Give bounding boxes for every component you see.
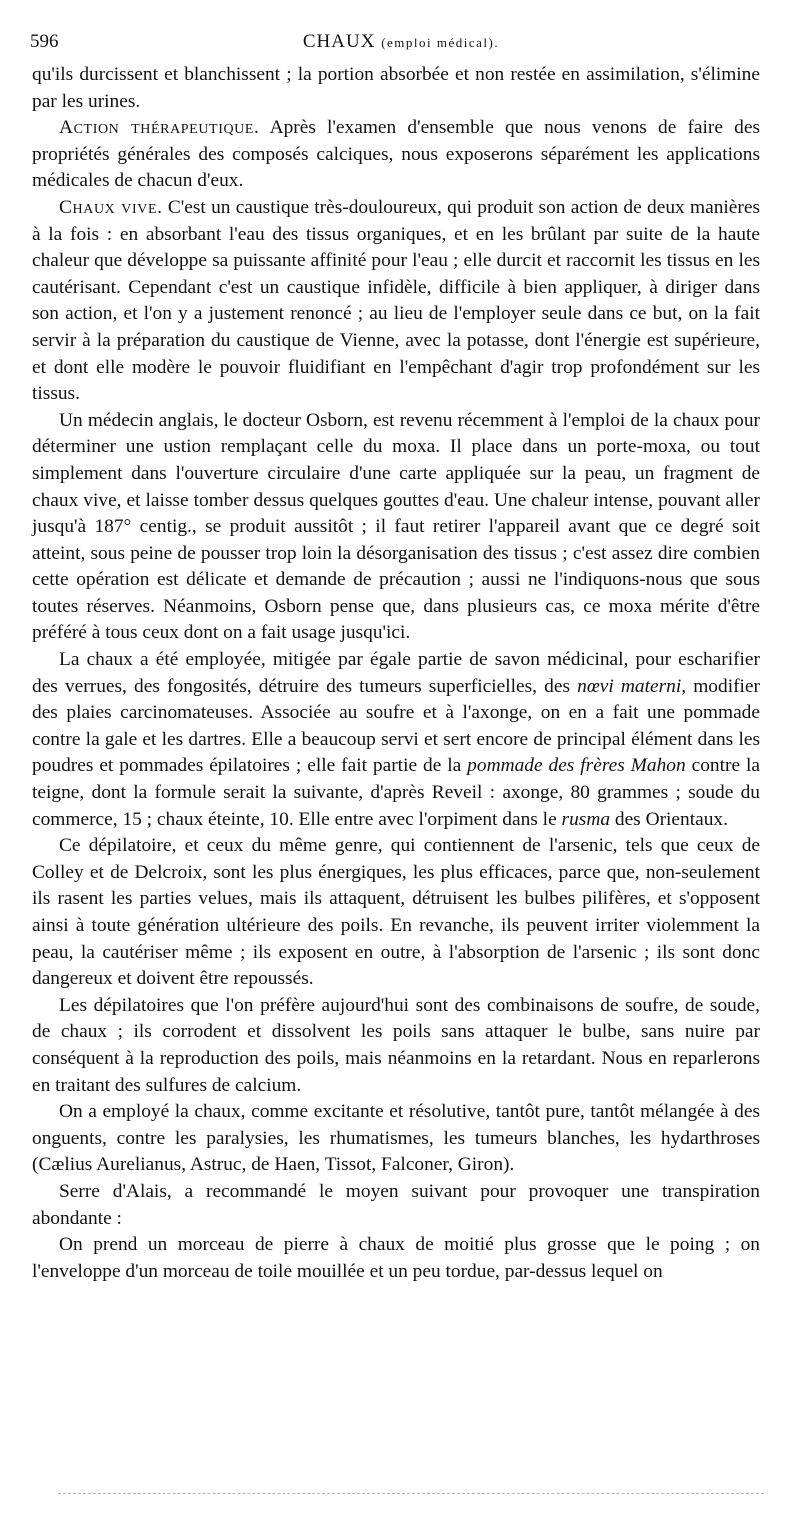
page-number: 596	[30, 31, 59, 52]
paragraph-therapeutic-action	[32, 115, 760, 195]
paragraph-quicklime	[32, 195, 760, 408]
paragraph-resolutive: On a employé la chaux, comme excitante et résolutive, tantôt pure, tantôt mélangée à des onguents, contre les paralysies, les rhumatismes, les tumeurs blanches, les hydarthroses (Cælius Aurelianus, Astruc, de Haen, Tissot, Falconer, Giron).	[32, 1101, 760, 1176]
page-title	[30, 26, 772, 59]
title-main: CHAUX	[302, 31, 376, 52]
paragraph-text: La chaux a été employée, mitigée par égale partie de savon médicinal, pour escharifier des verrues, des fongosités, détruire des tumeurs superficielles, des	[32, 649, 760, 697]
paragraph-osborn: Un médecin anglais, le docteur Osborn, est revenu récemment à l'emploi de la chaux pour déterminer une ustion remplaçant celle du moxa. Il place dans un porte-moxa, ou tout simplement dans l'ouverture circulaire d'une carte appliquée sur la peau, un fragment de chaux vive, et laisse tomber dessus quelques gouttes d'eau. Une chaleur intense, pouvant aller jusqu'à 187° centig., se produit aussitôt ; il faut retirer l'appareil avant que ce degré soit atteint, sous peine de pousser trop loin la désorganisation des tissus ; c'est assez dire combien cette opération est délicate et demande de précaution ; aussi ne l'indiquons-nous que sous toutes réserves. Néanmoins, Osborn pense que, dans plusieurs cas, ce moxa mérite d'être préféré à tous ceux dont on a fait usage jusqu'ici.	[32, 409, 760, 644]
section-heading-therapeutic-action: Action thérapeutique.	[59, 117, 260, 139]
paragraph-text: C'est un caustique très-douloureux, qui produit son action de deux manières à la fois : en absorbant l'eau des tissus organiques, et en les brûlant par suite de la haute chaleur que développe sa puissante affinité pour l'eau ; elle durcit et raccornit les tissus en les cautérisant. Cependant c'est un caustique infidèle, difficile à bien appliquer, à diriger dans son action, et l'on y a justement renoncé ; au lieu de l'employer seule dans ce but, on la fait servir à la préparation du caustique de Vienne, avec la potasse, dont l'énergie est supérieure, et dont elle modère le pouvoir fluidifiant en l'empêchant d'agir trop profondément sur les tissus.	[32, 196, 760, 405]
running-head	[30, 26, 772, 58]
paragraph-escharification	[32, 647, 760, 833]
italic-term: nœvi materni,	[577, 675, 687, 697]
paragraph-text: contre la teigne, dont la formule serait la suivante, d'après Reveil : axonge, 80 grammes ; soude du commerce, 15 ; chaux éteinte, 10. Elle entre avec l'orpiment dans le	[32, 755, 760, 830]
paragraph-serre-dalais: Serre d'Alais, a recommandé le moyen suivant pour provoquer une transpiration abondante :	[32, 1180, 760, 1229]
text-body	[32, 62, 760, 1285]
paragraph-text: des Orientaux.	[610, 808, 728, 830]
paragraph-depilatory-modern: Les dépilatoires que l'on préfère aujourd'hui sont des combinaisons de soufre, de soude, de chaux ; ils corrodent et dissolvent les poils sans attaquer le bulbe, sans nuire par conséquent à la reproduction des poils, mais néanmoins en la retardant. Nous en reparlerons en traitant des sulfures de calcium.	[32, 994, 760, 1096]
paragraph-continuation: qu'ils durcissent et blanchissent ; la portion absorbée et non restée en assimilation, s'élimine par les urines.	[32, 64, 760, 112]
paragraph-text: modifier des plaies carcinomateuses. Associée au soufre et à l'axonge, on en a fait une pommade contre la gale et les dartres. Elle a beaucoup servi et sert encore de principal élément dans les poudres et pommades épilatoires ; elle fait partie de la	[32, 675, 760, 777]
title-subtitle: (emploi médical).	[381, 35, 500, 50]
paragraph-procedure: On prend un morceau de pierre à chaux de moitié plus grosse que le poing ; on l'enveloppe d'un morceau de toile mouillée et un peu tordue, par-dessus lequel on	[32, 1234, 760, 1282]
paragraph-text: Après l'examen d'ensemble que nous venons de faire des propriétés générales des composés calciques, nous exposerons séparément les applications médicales de chacun d'eux.	[32, 117, 760, 192]
italic-term: pommade des frères Mahon	[467, 755, 686, 777]
paragraph-depilatory-arsenic: Ce dépilatoire, et ceux du même genre, qui contiennent de l'arsenic, tels que ceux de Colley et de Delcroix, sont les plus énergiques, les plus efficaces, parce que, non-seulement ils rasent les parties velues, mais ils attaquent, détruisent les bulbes pilifères, et s'opposent ainsi à toute génération ultérieure des poils. En revanche, ils peuvent irriter violemment la peau, la cautériser même ; ils exposent en outre, à l'absorption de l'arsenic ; ils sont donc dangereux et doivent être repoussés.	[32, 835, 760, 990]
italic-term: rusma	[561, 808, 611, 830]
footer-divider	[58, 1493, 764, 1494]
section-heading-quicklime: Chaux vive.	[59, 196, 163, 218]
